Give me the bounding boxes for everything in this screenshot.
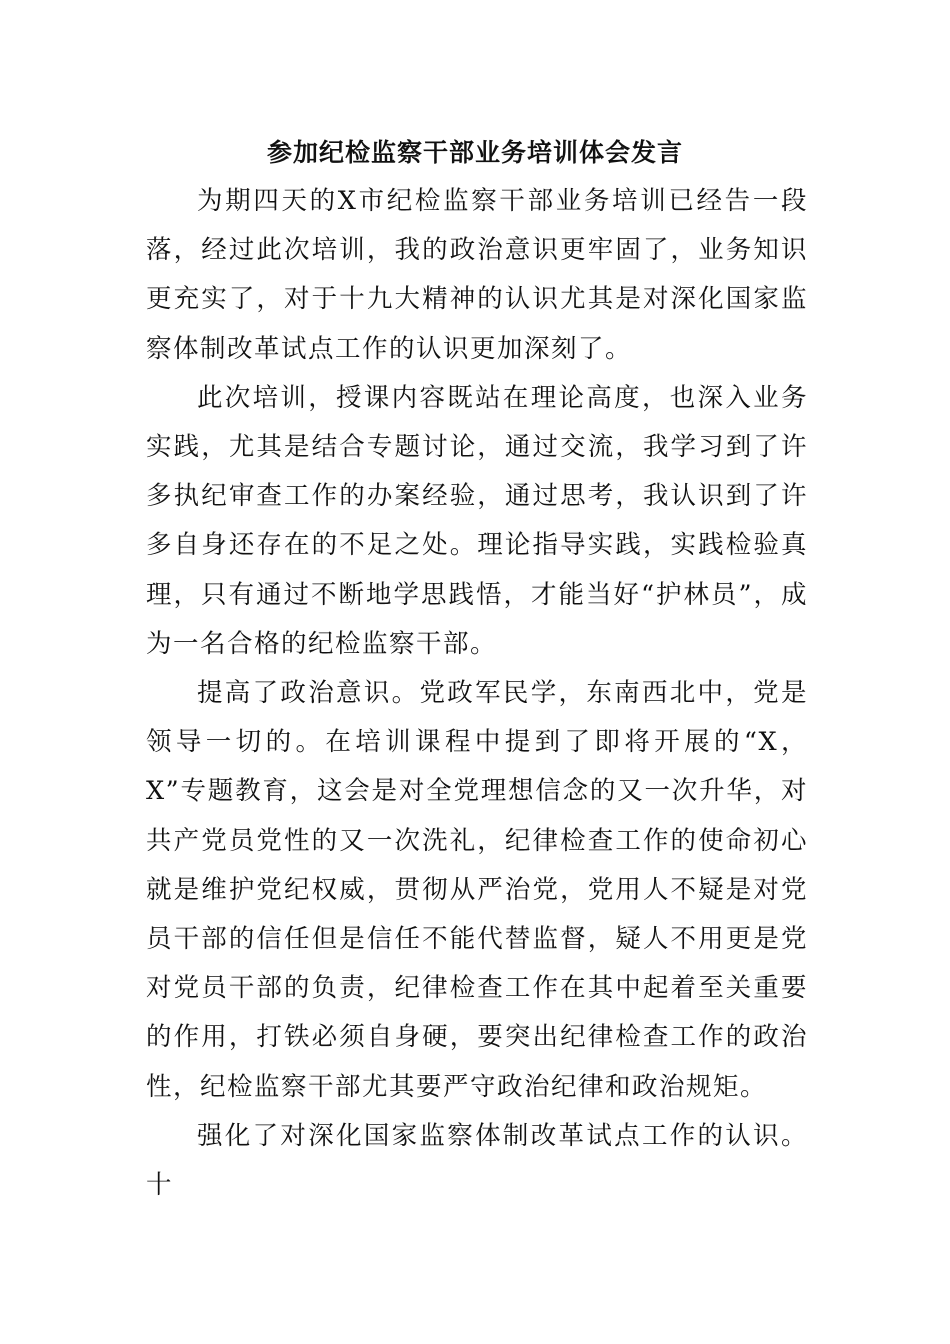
paragraph-4: 强化了对深化国家监察体制改革试点工作的认识。十 (146, 1120, 808, 1201)
paragraph-3: 提高了政治意识。党政军民学，东南西北中，党是领导一切的。在培训课程中提到了即将开展的“X，X”专题教育，这会是对全党理想信念的又一次升华，对共产党员党性的又一次洗礼，纪律检查工作的使命初心就是维护党纪权威，贯彻从严治党，党用人不疑是对党员干部的信任但是信任不能代替监督，疑人不用更是党对党员干部的负责，纪律检查工作在其中起着至关重要的作用，打铁必须自身硬，要突出纪律检查工作的政治性，纪检监察干部尤其要严守政治纪律和政治规矩。 (146, 678, 808, 1102)
document-title: 参加纪检监察干部业务培训体会发言 (266, 138, 683, 167)
paragraph-1: 为期四天的X市纪检监察干部业务培训已经告一段落，经过此次培训，我的政治意识更牢固了，业务知识更充实了，对于十九大精神的认识尤其是对深化国家监察体制改革试点工作的认识更加深刻了。 (146, 186, 808, 364)
paragraph-2: 此次培训，授课内容既站在理论高度，也深入业务实践，尤其是结合专题讨论，通过交流，我学习到了许多执纪审查工作的办案经验，通过思考，我认识到了许多自身还存在的不足之处。理论指导实践，实践检验真理，只有通过不断地学思践悟，才能当好“护林员”，成为一名合格的纪检监察干部。 (146, 382, 808, 659)
document-body (146, 177, 808, 1210)
